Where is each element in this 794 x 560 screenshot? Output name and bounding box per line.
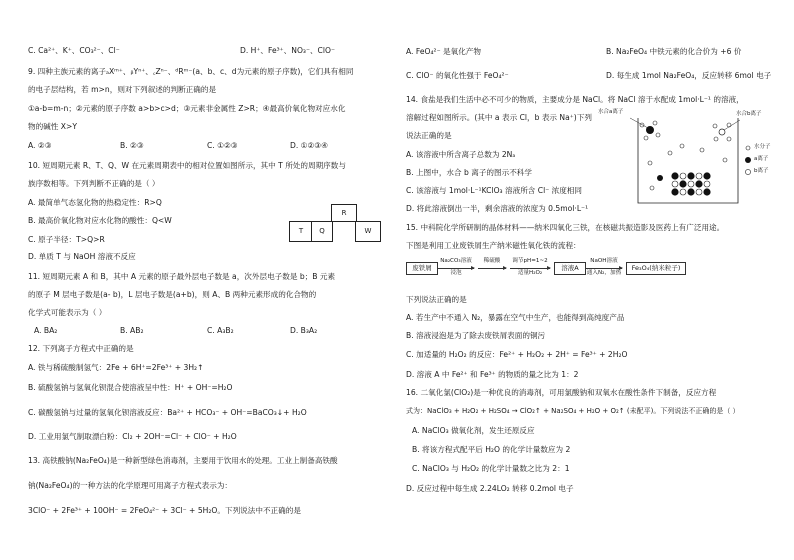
label-hydrated-a: 水合a离子 <box>598 109 624 115</box>
q11-option-d: D. B₃A₂ <box>290 326 318 335</box>
q16-stem-1: 16. 二氧化氯(ClO₂)是一种优良的消毒剂，可用氯酸钠和双氧水在酸性条件下制备，反应方程 <box>406 388 717 397</box>
q15-option-c: C. 加适量的 H₂O₂ 的反应：Fe²⁺ + H₂O₂ + 2H⁺ = Fe³⁺ + 2H₂O <box>406 350 628 359</box>
q10-stem-1: 10. 短周期元素 R、T、Q、W 在元素周期表中的相对位置如图所示，其中 T 所处的周期序数与 <box>28 161 346 170</box>
q10-option-d: D. 单质 T 与 NaOH 溶液不反应 <box>28 252 136 261</box>
q13-stem-1: 13. 高铁酸钠(Na₂FeO₄)是一种新型绿色消毒剂，主要用于饮用水的处理。工业上制备高铁酸 <box>28 456 338 465</box>
cell-r: R <box>331 204 357 222</box>
q11-stem-2: 的原子 M 层电子数是(a- b)，L 层电子数是(a+b)，则 A、B 两种元素形成的化合物的 <box>28 290 317 299</box>
flow-step2-top: 稀硫酸 <box>483 258 501 264</box>
q8-option-d: D. H⁺、Fe³⁺、NO₃⁻、ClO⁻ <box>240 46 335 55</box>
flow-arrow-2 <box>478 268 506 269</box>
q10-option-a: A. 最简单气态氢化物的热稳定性：R>Q <box>28 198 162 207</box>
flow-step3-top: 调节pH=1~2 <box>512 258 548 264</box>
q10-option-c: C. 原子半径：T>Q>R <box>28 235 105 244</box>
q9-option-c: C. ①②③ <box>207 141 238 150</box>
nacl-dissolution-diagram <box>598 108 790 208</box>
cell-q: Q <box>311 221 333 242</box>
q16-option-a: A. NaClO₃ 做氧化剂，发生还原反应 <box>412 426 535 435</box>
q16-stem-2: 式为：NaClO₃ + H₂O₂ + H₂SO₄ → ClO₂↑ + Na₂SO₄ + H₂O + O₂↑ (未配平)。下列说法不正确的是（ ） <box>406 407 740 415</box>
q15-option-d: D. 溶液 A 中 Fe²⁺ 和 Fe³⁺ 的物质的量之比为 1：2 <box>406 370 579 379</box>
q15-question: 下列说法正确的是 <box>406 295 467 304</box>
flow-box-nano-fe3o4: Fe₃O₄(纳米粒子) <box>626 262 686 275</box>
label-hydrated-b: 水合b离子 <box>736 111 762 117</box>
q12-stem: 12. 下列离子方程式中正确的是 <box>28 344 134 353</box>
q9-stem-2: 的电子层结构，若 m>n，则对下列叙述的判断正确的是 <box>28 85 217 94</box>
q13-option-d: D. 每生成 1mol Na₂FeO₄，反应转移 6mol 电子 <box>606 71 772 80</box>
q9-stem-1: 9. 四种主族元素的离子ₐXᵐ⁺、ᵦYⁿ⁺、꜀Zⁿ⁻、ᵈRᵐ⁻(a、b、c、d为元素的原子序数)，它们具有相同 <box>28 67 354 76</box>
q11-stem-3: 化学式可能表示为（ ） <box>28 308 107 317</box>
q11-option-b: B. AB₂ <box>120 326 144 335</box>
legend-water: 水分子 <box>754 144 771 150</box>
flow-arrow-1 <box>438 268 474 269</box>
q12-option-d: D. 工业用氯气制取漂白粉：Cl₂ + 2OH⁻=Cl⁻ + ClO⁻ + H₂O <box>28 432 237 441</box>
flow-step4-bottom: 通入N₂，加热 <box>586 270 622 276</box>
q13-equation: 3ClO⁻ + 2Fe³⁺ + 10OH⁻ = 2FeO₄²⁻ + 3Cl⁻ + 5H₂O。下列说法中不正确的是 <box>28 506 301 515</box>
q14-option-d: D. 将此溶液倒出一半，剩余溶液的浓度为 0.5mol·L⁻¹ <box>406 204 589 213</box>
q13-stem-2: 钠(Na₂FeO₄)的一种方法的化学原理可用离子方程式表示为： <box>28 481 233 490</box>
flow-arrow-3 <box>510 268 550 269</box>
crystal-lattice <box>671 172 710 195</box>
flow-step3-bottom: 适量H₂O₂ <box>517 270 543 276</box>
q12-option-c: C. 碳酸氢钠与过量的氢氧化钡溶液反应：Ba²⁺ + HCO₃⁻ + OH⁻=BaCO₃↓+ H₂O <box>28 408 307 417</box>
q15-option-a: A. 若生产中不通入 N₂，暴露在空气中生产，也能得到高纯度产品 <box>406 313 625 322</box>
q12-option-a: A. 铁与稀硫酸制氢气：2Fe + 6H⁺=2Fe³⁺ + 3H₂↑ <box>28 363 204 372</box>
q10-option-b: B. 最高价氧化物对应水化物的酸性：Q<W <box>28 216 172 225</box>
cell-w: W <box>355 221 381 242</box>
q14-stem-1: 14. 食盐是我们生活中必不可少的物质，主要成分是 NaCl。将 NaCl 溶于水配成 1mol·L⁻¹ 的溶液， <box>406 95 744 104</box>
flow-box-solution-a: 溶液A <box>554 262 586 275</box>
flow-step1-top: Na₂CO₃溶液 <box>440 258 472 264</box>
q13-option-b: B. Na₂FeO₄ 中铁元素的化合价为 +6 价 <box>606 47 742 56</box>
q8-option-c: C. Ca²⁺、K⁺、CO₃²⁻、Cl⁻ <box>28 46 120 55</box>
q10-stem-2: 族序数相等。下列判断不正确的是（ ） <box>28 179 160 188</box>
q9-option-a: A. ②③ <box>28 141 52 150</box>
flow-box-scrap-iron: 废铁屑 <box>406 262 438 275</box>
q16-option-d: D. 反应过程中每生成 2.24LO₂ 转移 0.2mol 电子 <box>406 484 574 493</box>
q12-option-b: B. 硫酸氢钠与氢氧化钡混合使溶液呈中性：H⁺ + OH⁻=H₂O <box>28 383 233 392</box>
q16-option-b: B. 将该方程式配平后 H₂O 的化学计量数应为 2 <box>412 445 571 454</box>
q11-stem-1: 11. 短周期元素 A 和 B，其中 A 元素的原子最外层电子数是 a，次外层电子数是 b；B 元素 <box>28 272 336 281</box>
flow-step1-bottom: 浸泡 <box>450 270 462 276</box>
q14-option-c: C. 该溶液与 1mol·L⁻¹KClO₃ 溶液所含 Cl⁻ 浓度相同 <box>406 186 583 195</box>
q15-option-b: B. 溶液浸泡是为了除去废铁屑表面的铜污 <box>406 331 546 340</box>
q9-option-d: D. ①②③④ <box>290 141 328 150</box>
flow-arrow-4 <box>586 268 622 269</box>
q9-option-b: B. ②③ <box>120 141 144 150</box>
q14-option-a: A. 该溶液中所含离子总数为 2Nₐ <box>406 150 516 159</box>
q13-option-c: C. ClO⁻ 的氧化性强于 FeO₄²⁻ <box>406 71 509 80</box>
q14-stem-3: 说法正确的是 <box>406 131 452 140</box>
q16-option-c: C. NaClO₃ 与 H₂O₂ 的化学计量数之比为 2：1 <box>412 464 570 473</box>
q11-option-a: A. BA₂ <box>34 326 58 335</box>
q9-stem-4: 物的碱性 X>Y <box>28 122 77 131</box>
q9-stem-3: ①a-b=m-n；②元素的原子序数 a>b>c>d；③元素非金属性 Z>R；④最高价氧化物对应水化 <box>28 104 346 113</box>
q14-stem-2: 溶解过程如图所示。(其中 a 表示 Cl，b 表示 Na⁺)下列 <box>406 113 592 122</box>
q15-stem-1: 15. 中科院化学所研制的晶体材料——纳米四氧化三铁，在核磁共振造影及医药上有广泛用途。 <box>406 223 725 232</box>
q14-option-b: B. 上图中，水合 b 离子的图示不科学 <box>406 168 532 177</box>
legend-b-ion: b离子 <box>754 168 769 174</box>
hydrated-ion-left <box>640 121 660 140</box>
q11-option-c: C. A₃B₂ <box>207 326 234 335</box>
q15-stem-2: 下图是利用工业废铁屑生产纳米磁性氧化铁的流程： <box>406 241 581 250</box>
cell-t: T <box>289 221 313 242</box>
legend-a-ion: a离子 <box>754 156 769 162</box>
q13-option-a: A. FeO₄²⁻ 是氧化产物 <box>406 47 481 56</box>
hydrated-ion-right <box>713 123 731 141</box>
flow-step4-top: NaOH溶液 <box>590 258 618 264</box>
